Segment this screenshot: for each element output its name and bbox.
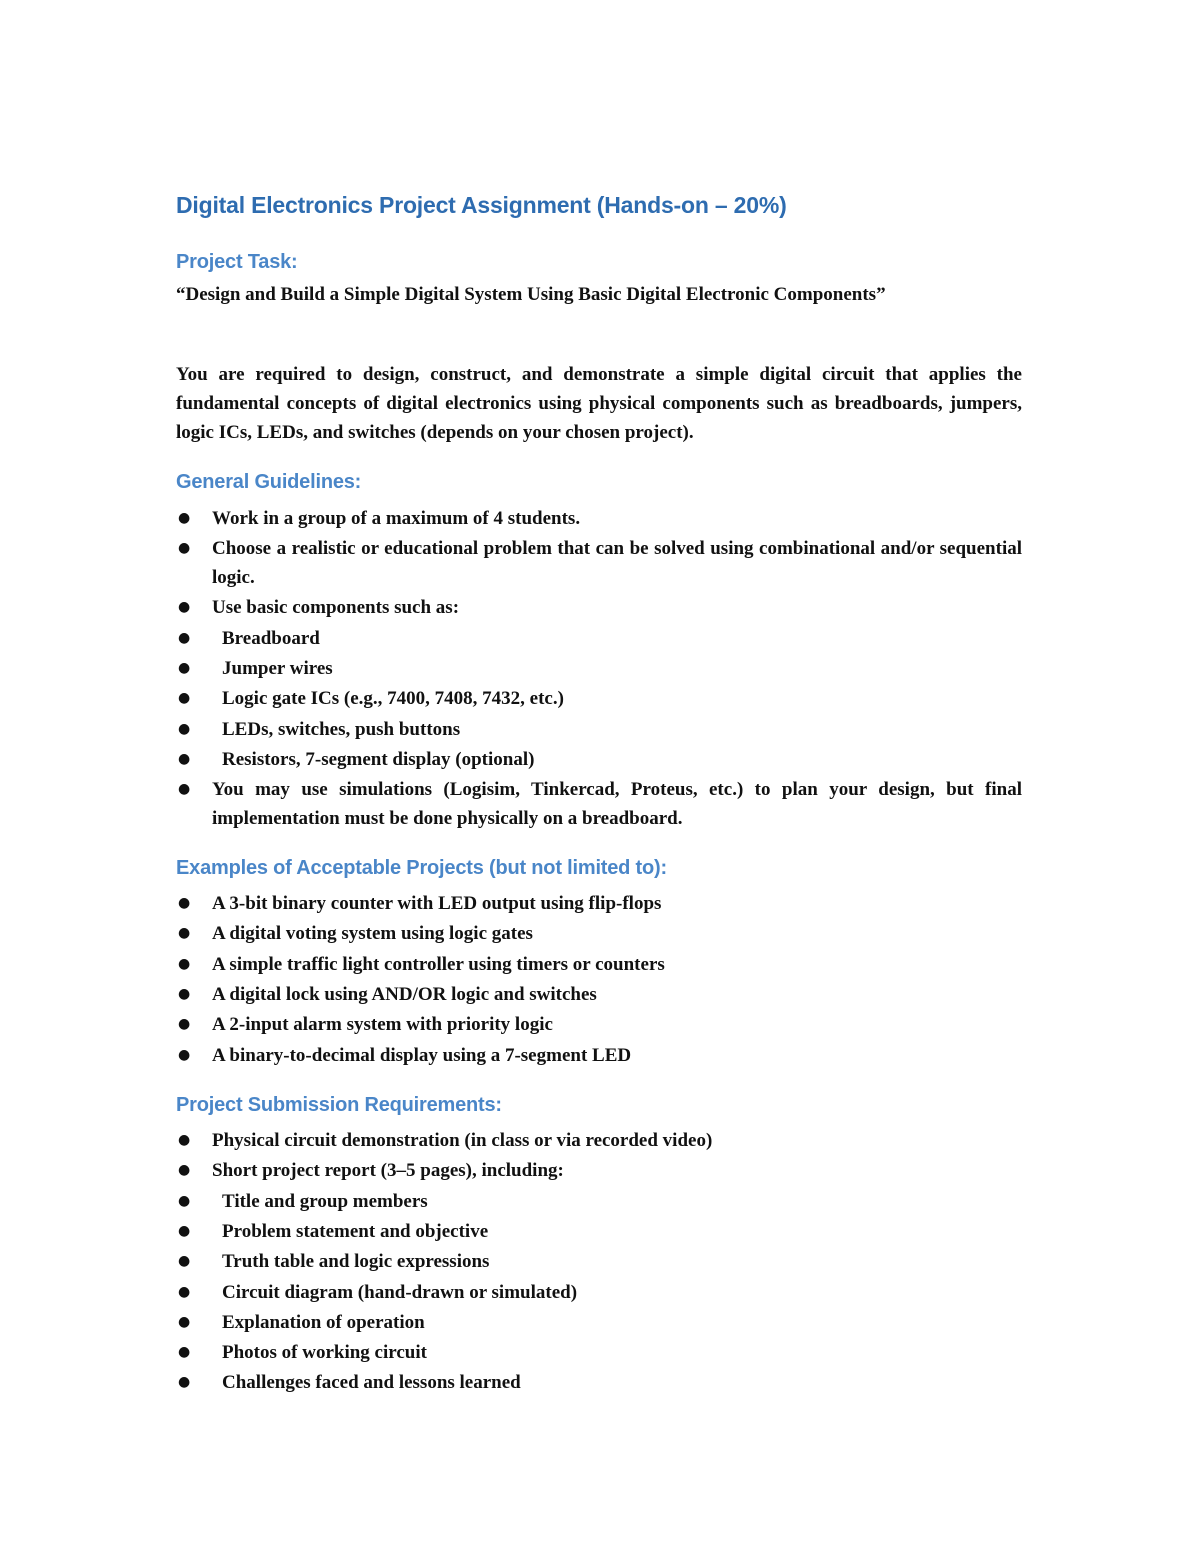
bullet-icon: ● bbox=[178, 925, 191, 942]
bullet-icon: ● bbox=[178, 540, 191, 557]
bullet-icon: ● bbox=[178, 510, 191, 526]
list-item-text: Jumper wires bbox=[222, 658, 333, 679]
bullet-icon: ● bbox=[178, 955, 191, 972]
bullet-icon: ● bbox=[178, 781, 191, 798]
list-item-text: Use basic components such as: bbox=[212, 597, 460, 619]
bullet-icon: ● bbox=[178, 1313, 191, 1330]
list-item-text: Resistors, 7-segment display (optional) bbox=[222, 748, 535, 770]
examples-heading: Examples of Acceptable Projects (but not limited to): bbox=[176, 857, 667, 879]
list-item-text: Short project report (3–5 pages), including: bbox=[212, 1160, 564, 1182]
bullet-icon: ● bbox=[178, 599, 191, 616]
list-item-text: Physical circuit demonstration (in class or via recorded video) bbox=[212, 1130, 713, 1151]
list-item-text: Breadboard bbox=[222, 627, 320, 649]
bullet-icon: ● bbox=[178, 1253, 191, 1270]
submission-heading: Project Submission Requirements: bbox=[176, 1094, 502, 1116]
list-item-text: Problem statement and objective bbox=[222, 1220, 489, 1242]
bullet-icon: ● bbox=[178, 750, 191, 767]
list-item-text: A binary-to-decimal display using a 7-segment LED bbox=[212, 1044, 632, 1066]
list-item-text: Challenges faced and lessons learned bbox=[222, 1372, 521, 1394]
bullet-icon: ● bbox=[178, 1344, 191, 1361]
list-item-text: LEDs, switches, push buttons bbox=[222, 718, 461, 740]
bullet-icon: ● bbox=[178, 895, 191, 911]
list-item-text: Choose a realistic or educational problem that can be solved using combinational and/or sequential logic. bbox=[212, 538, 1022, 589]
bullet-icon: ● bbox=[178, 1222, 191, 1239]
list-item-text: A digital lock using AND/OR logic and switches bbox=[212, 983, 597, 1005]
general-guidelines-heading: General Guidelines: bbox=[176, 471, 362, 493]
list-item-text: Explanation of operation bbox=[222, 1311, 425, 1333]
list-item-text: Photos of working circuit bbox=[222, 1342, 427, 1364]
bullet-icon: ● bbox=[178, 660, 191, 676]
bullet-icon: ● bbox=[178, 1046, 191, 1063]
list-item-text: Truth table and logic expressions bbox=[222, 1251, 490, 1273]
bullet-icon: ● bbox=[178, 720, 191, 737]
list-item-text: Work in a group of a maximum of 4 students. bbox=[212, 508, 581, 529]
bullet-icon: ● bbox=[178, 1192, 191, 1209]
document-title: Digital Electronics Project Assignment (Hands-on – 20%) bbox=[176, 192, 787, 218]
bullet-icon: ● bbox=[178, 1162, 191, 1179]
list-item-text: A 3-bit binary counter with LED output using flip-flops bbox=[212, 893, 662, 914]
bullet-icon: ● bbox=[178, 629, 191, 646]
bullet-icon: ● bbox=[178, 1283, 191, 1300]
project-task-quote: “Design and Build a Simple Digital System Using Basic Digital Electronic Components” bbox=[176, 284, 886, 305]
list-item-text: Title and group members bbox=[222, 1190, 428, 1212]
list-item-text: A 2-input alarm system with priority logic bbox=[212, 1014, 553, 1036]
list-item-text: Circuit diagram (hand-drawn or simulated) bbox=[222, 1281, 578, 1303]
bullet-icon: ● bbox=[178, 1374, 191, 1391]
list-item-text: A simple traffic light controller using timers or counters bbox=[212, 953, 665, 975]
project-task-heading: Project Task: bbox=[176, 251, 298, 273]
bullet-icon: ● bbox=[178, 985, 191, 1002]
bullet-icon: ● bbox=[178, 1016, 191, 1033]
project-description: You are required to design, construct, and demonstrate a simple digital circuit that applies the fundamental concepts of digital electronics using physical components such as breadboards, jumpers, logic ICs, LEDs, and switches (depends on your chosen project). bbox=[176, 364, 1022, 443]
list-item-text: A digital voting system using logic gates bbox=[212, 923, 533, 945]
bullet-icon: ● bbox=[178, 690, 191, 707]
bullet-icon: ● bbox=[178, 1132, 191, 1148]
list-item-text: You may use simulations (Logisim, Tinkercad, Proteus, etc.) to plan your design, but final implementation must be done physically on a breadboard. bbox=[212, 779, 1022, 830]
list-item-text: Logic gate ICs (e.g., 7400, 7408, 7432, etc.) bbox=[222, 688, 564, 710]
